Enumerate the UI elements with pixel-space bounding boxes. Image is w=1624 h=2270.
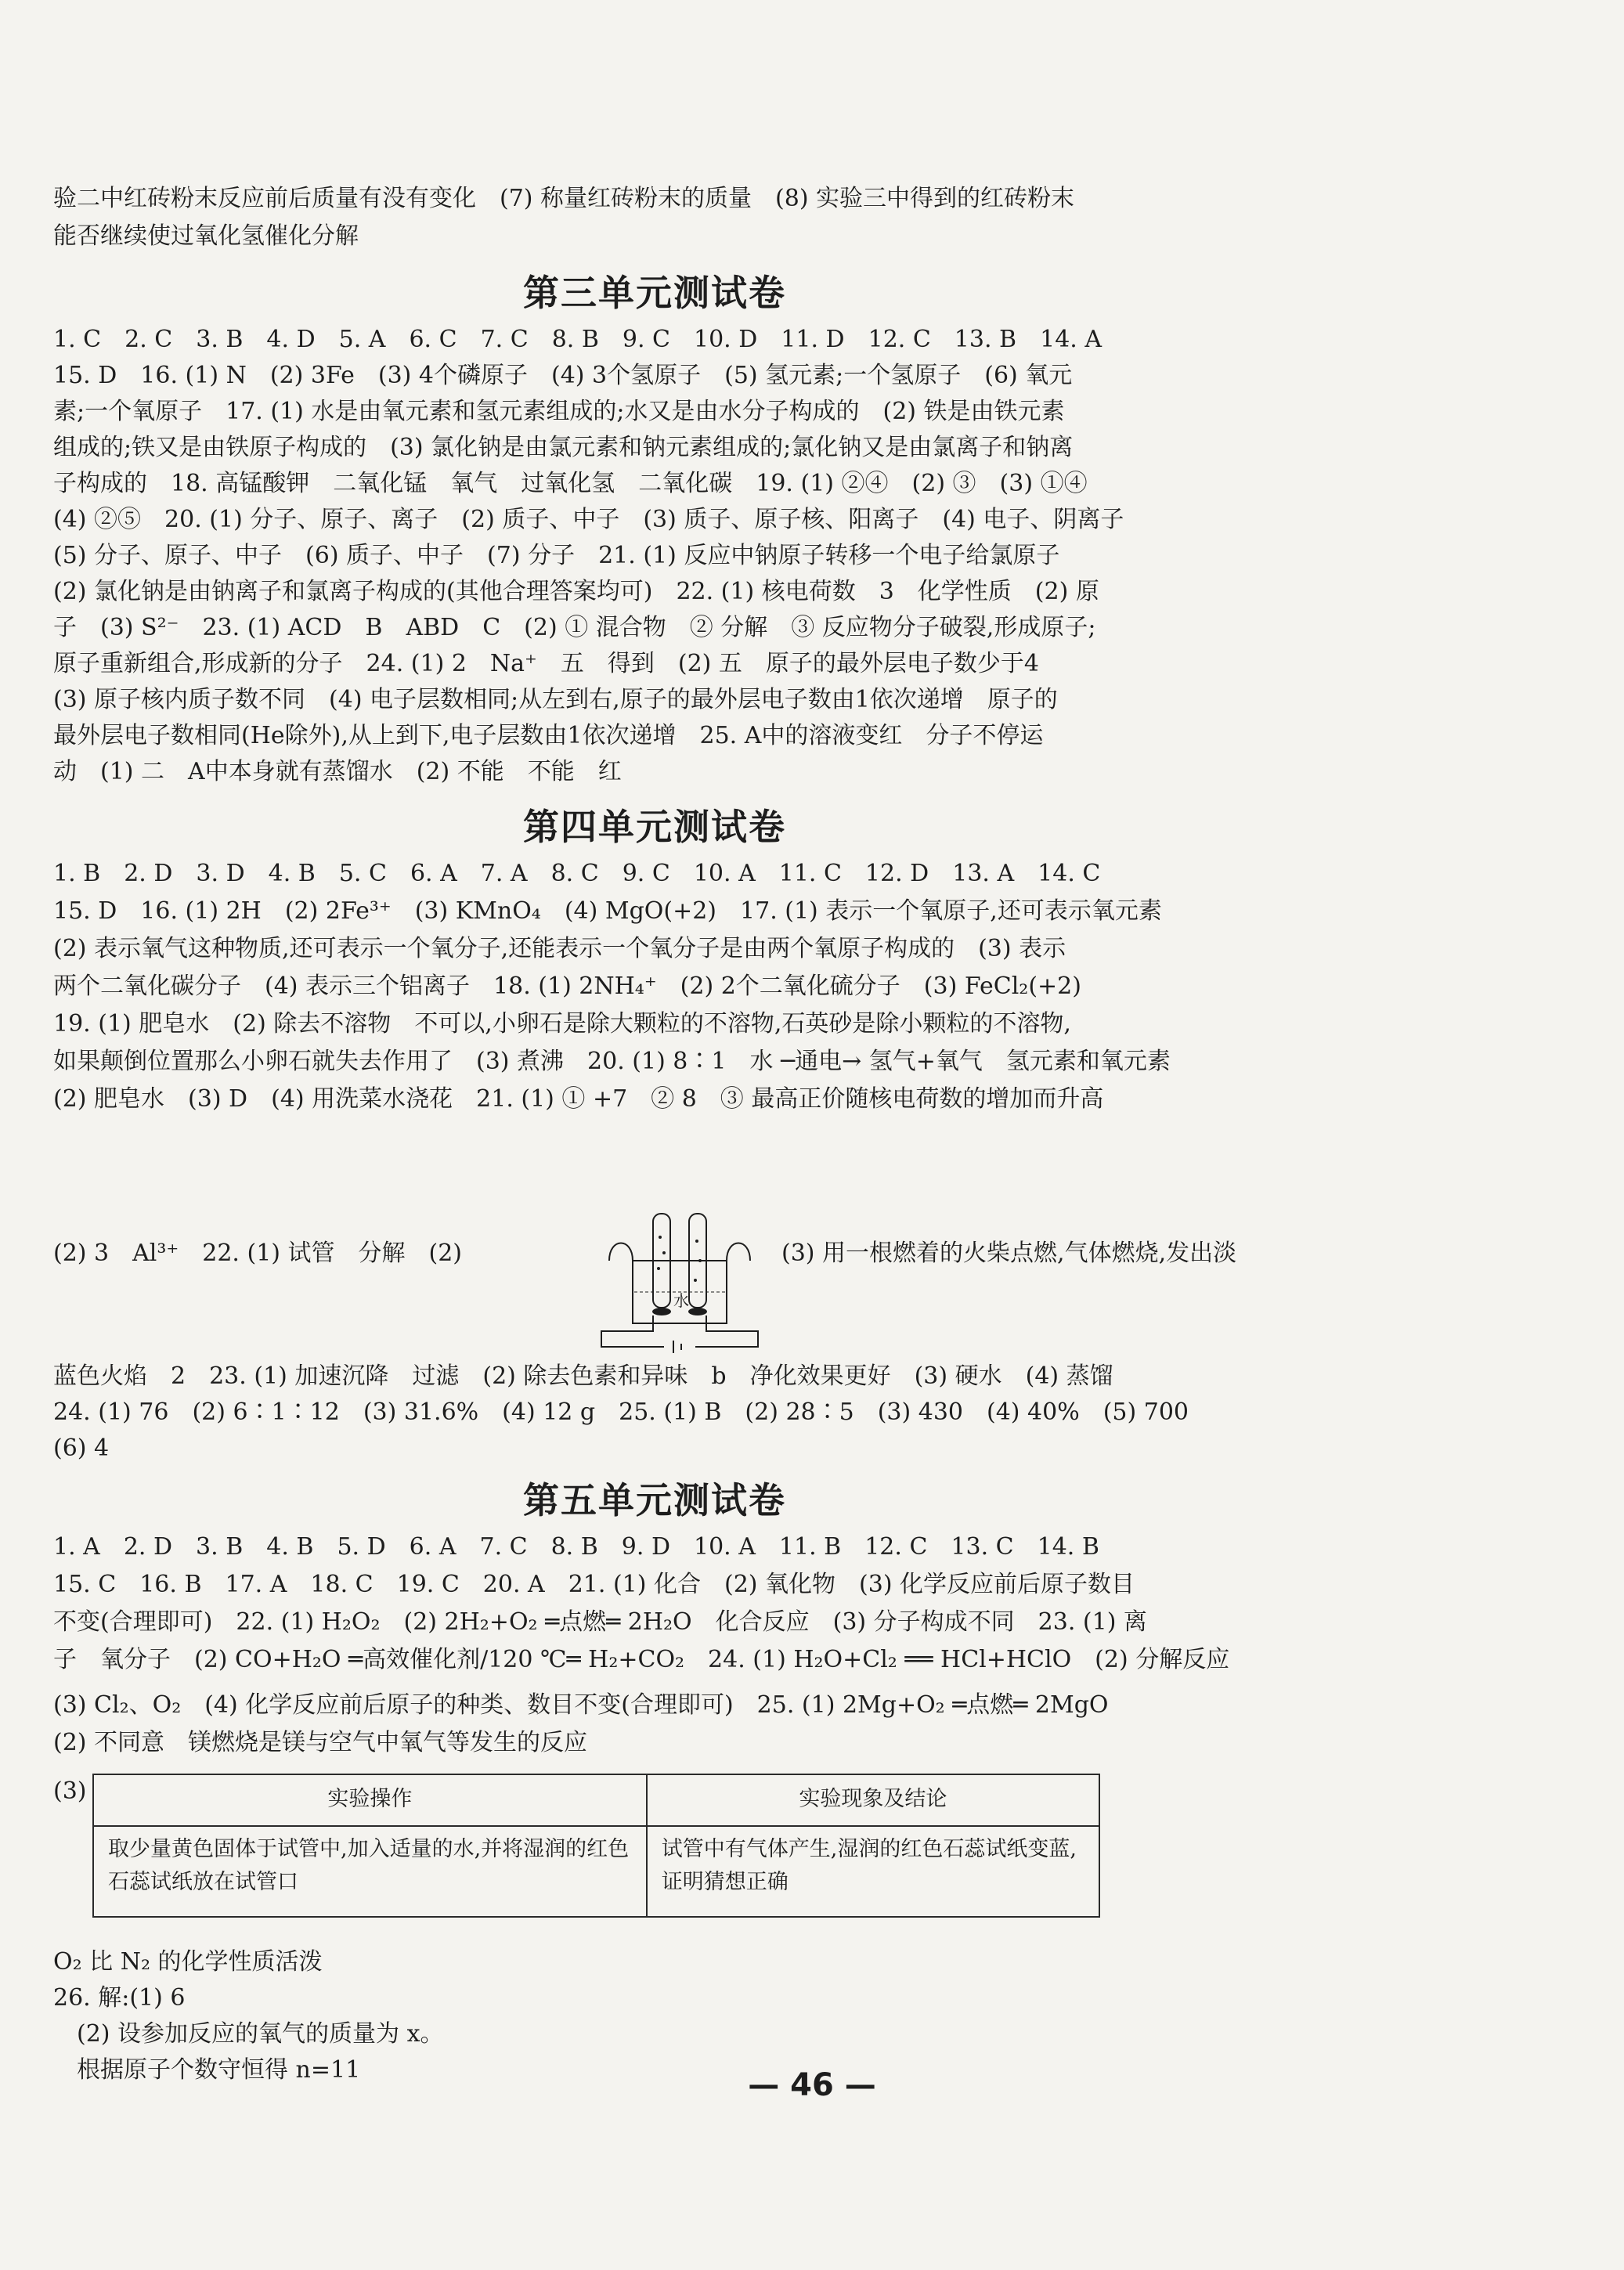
table-cell-operation: 取少量黄色固体于试管中,加入适量的水,并将湿润的红色石蕊试纸放在试管口 (93, 1826, 647, 1917)
unit5-table-label: (3) (53, 1777, 87, 1805)
page-number: — 46 — (748, 2067, 876, 2103)
unit4-line: 15. D 16. (1) 2H (2) 2Fe³⁺ (3) KMnO₄ (4) MgO(+2) 17. (1) 表示一个氧原子,还可表示氧元素 (53, 897, 1162, 925)
unit3-line: 原子重新组合,形成新的分子 24. (1) 2 Na⁺ 五 得到 (2) 五 原子的最外层电子数少于4 (53, 650, 1039, 677)
unit3-line: 子构成的 18. 高锰酸钾 二氧化锰 氧气 过氧化氢 二氧化碳 19. (1) ②④ (2) ③ (3) ①④ (53, 470, 1088, 497)
unit5-line: (3) Cl₂、O₂ (4) 化学反应前后原子的种类、数目不变(合理即可) 25. (1) 2Mg+O₂ ═点燃═ 2MgO (53, 1691, 1109, 1719)
unit3-line: 最外层电子数相同(He除外),从上到下,电子层数由1依次递增 25. A中的溶液变红 分子不停运 (53, 722, 1044, 749)
unit5-line: 1. A 2. D 3. B 4. B 5. D 6. A 7. C 8. B 9. D 10. A 11. B 12. C 13. C 14. B (53, 1533, 1099, 1561)
unit3-title: 第三单元测试卷 (523, 272, 786, 314)
unit4-after-line: 蓝色火焰 2 23. (1) 加速沉降 过滤 (2) 除去色素和异味 b 净化效果更好 (3) 硬水 (4) 蒸馏 (53, 1362, 1113, 1390)
unit4-after-line: (6) 4 (53, 1435, 110, 1462)
unit3-line: (5) 分子、原子、中子 (6) 质子、中子 (7) 分子 21. (1) 反应中钠原子转移一个电子给氯原子 (53, 542, 1060, 569)
unit3-line: 动 (1) 二 A中本身就有蒸馏水 (2) 不能 不能 红 (53, 758, 622, 785)
unit3-line: (2) 氯化钠是由钠离子和氯离子构成的(其他合理答案均可) 22. (1) 核电荷数 3 化学性质 (2) 原 (53, 578, 1099, 605)
table-row (93, 1826, 1099, 1917)
unit4-line: 两个二氧化碳分子 (4) 表示三个铝离子 18. (1) 2NH₄⁺ (2) 2个二氧化硫分子 (3) FeCl₂(+2) (53, 973, 1081, 1000)
unit5-after-line: O₂ 比 N₂ 的化学性质活泼 (53, 1948, 323, 1976)
table-header-operation: 实验操作 (93, 1774, 647, 1826)
unit5-after-line: 26. 解:(1) 6 (53, 1984, 186, 2012)
diagram-water-label: 水 (673, 1291, 689, 1310)
unit4-diagram-lead: (2) 3 Al³⁺ 22. (1) 试管 分解 (2) (53, 1240, 463, 1267)
unit5-after-line: (2) 设参加反应的氧气的质量为 x。 (53, 2020, 444, 2048)
table-cell-result: 试管中有气体产生,湿润的红色石蕊试纸变蓝,证明猜想正确 (647, 1826, 1099, 1917)
unit4-line: 如果颠倒位置那么小卵石就失去作用了 (3) 煮沸 20. (1) 8∶1 水 ─通电→ 氢气+氧气 氢元素和氧元素 (53, 1048, 1171, 1075)
unit3-line: 15. D 16. (1) N (2) 3Fe (3) 4个磷原子 (4) 3个氢原子 (5) 氢元素;一个氢原子 (6) 氧元 (53, 362, 1073, 389)
unit3-line: 素;一个氧原子 17. (1) 水是由氧元素和氢元素组成的;水又是由水分子构成的 (2) 铁是由铁元素 (53, 398, 1065, 425)
electrolysis-apparatus-diagram (586, 1206, 774, 1359)
unit5-line: 15. C 16. B 17. A 18. C 19. C 20. A 21. (1) 化合 (2) 氧化物 (3) 化学反应前后原子数目 (53, 1571, 1135, 1598)
unit3-line: (4) ②⑤ 20. (1) 分子、原子、离子 (2) 质子、中子 (3) 质子、原子核、阳离子 (4) 电子、阴离子 (53, 506, 1124, 533)
unit3-line: 子 (3) S²⁻ 23. (1) ACD B ABD C (2) ① 混合物 ② 分解 ③ 反应物分子破裂,形成原子; (53, 614, 1096, 641)
intro-line-1: 验二中红砖粉末反应前后质量有没有变化 (7) 称量红砖粉末的质量 (8) 实验三中得到的红砖粉末 (53, 185, 1075, 212)
table-header-result: 实验现象及结论 (647, 1774, 1099, 1826)
unit4-title: 第四单元测试卷 (523, 806, 786, 848)
unit5-line: (2) 不同意 镁燃烧是镁与空气中氧气等发生的反应 (53, 1729, 588, 1756)
intro-line-2: 能否继续使过氧化氢催化分解 (53, 222, 359, 250)
unit4-after-line: 24. (1) 76 (2) 6∶1∶12 (3) 31.6% (4) 12 g 25. (1) B (2) 28∶5 (3) 430 (4) 40% (5) 700 (53, 1398, 1189, 1426)
unit4-line: (2) 表示氧气这种物质,还可表示一个氧分子,还能表示一个氧分子是由两个氧原子构成的 (3) 表示 (53, 935, 1066, 962)
unit3-line: 组成的;铁又是由铁原子构成的 (3) 氯化钠是由氯元素和钠元素组成的;氯化钠又是由氯离子和钠离 (53, 434, 1074, 461)
unit5-after-line: 根据原子个数守恒得 n=11 (53, 2056, 361, 2084)
unit5-line: 不变(合理即可) 22. (1) H₂O₂ (2) 2H₂+O₂ ═点燃═ 2H₂O 化合反应 (3) 分子构成不同 23. (1) 离 (53, 1608, 1147, 1636)
unit3-line: (3) 原子核内质子数不同 (4) 电子层数相同;从左到右,原子的最外层电子数由1依次递增 原子的 (53, 686, 1058, 713)
unit5-title: 第五单元测试卷 (523, 1479, 786, 1521)
unit5-line: 子 氧分子 (2) CO+H₂O ═高效催化剂/120 ℃═ H₂+CO₂ 24. (1) H₂O+Cl₂ ══ HCl+HClO (2) 分解反应 (53, 1646, 1230, 1673)
unit4-line: 19. (1) 肥皂水 (2) 除去不溶物 不可以,小卵石是除大颗粒的不溶物,石英砂是除小颗粒的不溶物, (53, 1010, 1071, 1038)
unit4-diagram-tail: (3) 用一根燃着的火柴点燃,气体燃烧,发出淡 (781, 1240, 1237, 1267)
experiment-table (92, 1774, 1100, 1918)
unit4-line: 1. B 2. D 3. D 4. B 5. C 6. A 7. A 8. C 9. C 10. A 11. C 12. D 13. A 14. C (53, 860, 1101, 887)
unit4-line: (2) 肥皂水 (3) D (4) 用洗菜水浇花 21. (1) ① +7 ② 8 ③ 最高正价随核电荷数的增加而升高 (53, 1085, 1104, 1113)
unit3-line: 1. C 2. C 3. B 4. D 5. A 6. C 7. C 8. B 9. C 10. D 11. D 12. C 13. B 14. A (53, 326, 1103, 353)
